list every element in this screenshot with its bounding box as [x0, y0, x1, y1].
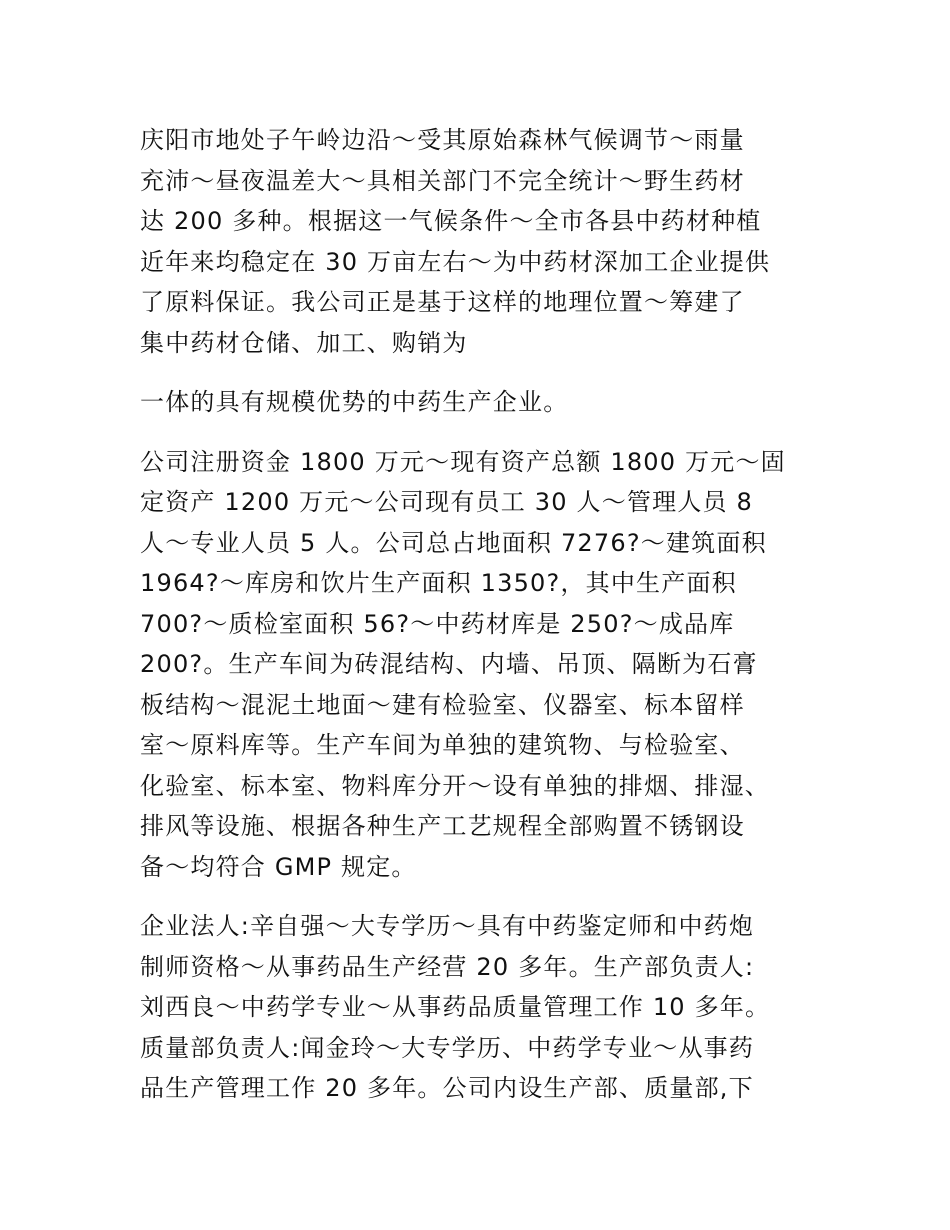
text-line: 200?。生产车间为砖混结构、内墙、吊顶、隔断为石膏: [140, 650, 758, 678]
document-body: [140, 120, 820, 1128]
text-line: 企业法人:辛自强～大专学历～具有中药鉴定师和中药炮: [140, 912, 755, 940]
text-line: 人～专业人员 5 人。公司总占地面积 7276?～建筑面积: [140, 528, 767, 557]
text-line: 一体的具有规模优势的中药生产企业。: [140, 388, 569, 416]
paragraph-enterprise: [140, 382, 820, 423]
text-line: 达 200 多种。根据这一气候条件～全市各县中药材种植: [140, 207, 762, 235]
text-line: 制师资格～从事药品生产经营 20 多年。生产部负责人:: [140, 952, 755, 981]
text-line: 了原料保证。我公司正是基于这样的地理位置～筹建了: [140, 288, 745, 316]
text-line: 化验室、标本室、物料库分开～设有单独的排烟、排湿、: [140, 771, 770, 800]
text-line: 板结构～混泥土地面～建有检验室、仪器室、标本留样: [140, 690, 745, 719]
text-line: 集中药材仓储、加工、购销为: [140, 328, 468, 357]
text-line: 刘西良～中药学专业～从事药品质量管理工作 10 多年。: [140, 993, 771, 1021]
text-line: 公司注册资金 1800 万元～现有资产总额 1800 万元～固: [140, 447, 786, 476]
text-line: 室～原料库等。生产车间为单独的建筑物、与检验室、: [140, 731, 745, 759]
text-line: 充沛～昼夜温差大～具相关部门不完全统计～野生药材: [140, 166, 745, 195]
text-line: 排风等设施、根据各种生产工艺规程全部购置不锈钢设: [140, 812, 745, 840]
text-line: 庆阳市地处子午岭边沿～受其原始森林气候调节～雨量: [140, 126, 745, 154]
paragraph-climate: [140, 120, 820, 363]
text-line: 1964?～库房和饮片生产面积 1350?，其中生产面积: [140, 569, 737, 597]
paragraph-company-facilities: [140, 442, 820, 888]
text-line: 700?～质检室面积 56?～中药材库是 250?～成品库: [140, 609, 735, 638]
text-line: 质量部负责人:闻金玲～大专学历、中药学专业～从事药: [140, 1033, 755, 1062]
text-line: 近年来均稳定在 30 万亩左右～为中药材深加工企业提供: [140, 247, 771, 276]
text-line: 定资产 1200 万元～公司现有员工 30 人～管理人员 8: [140, 488, 754, 516]
text-line: 备～均符合 GMP 规定。: [140, 852, 417, 881]
text-line: 品生产管理工作 20 多年。公司内设生产部、质量部,下: [140, 1074, 754, 1102]
paragraph-personnel: [140, 906, 820, 1109]
